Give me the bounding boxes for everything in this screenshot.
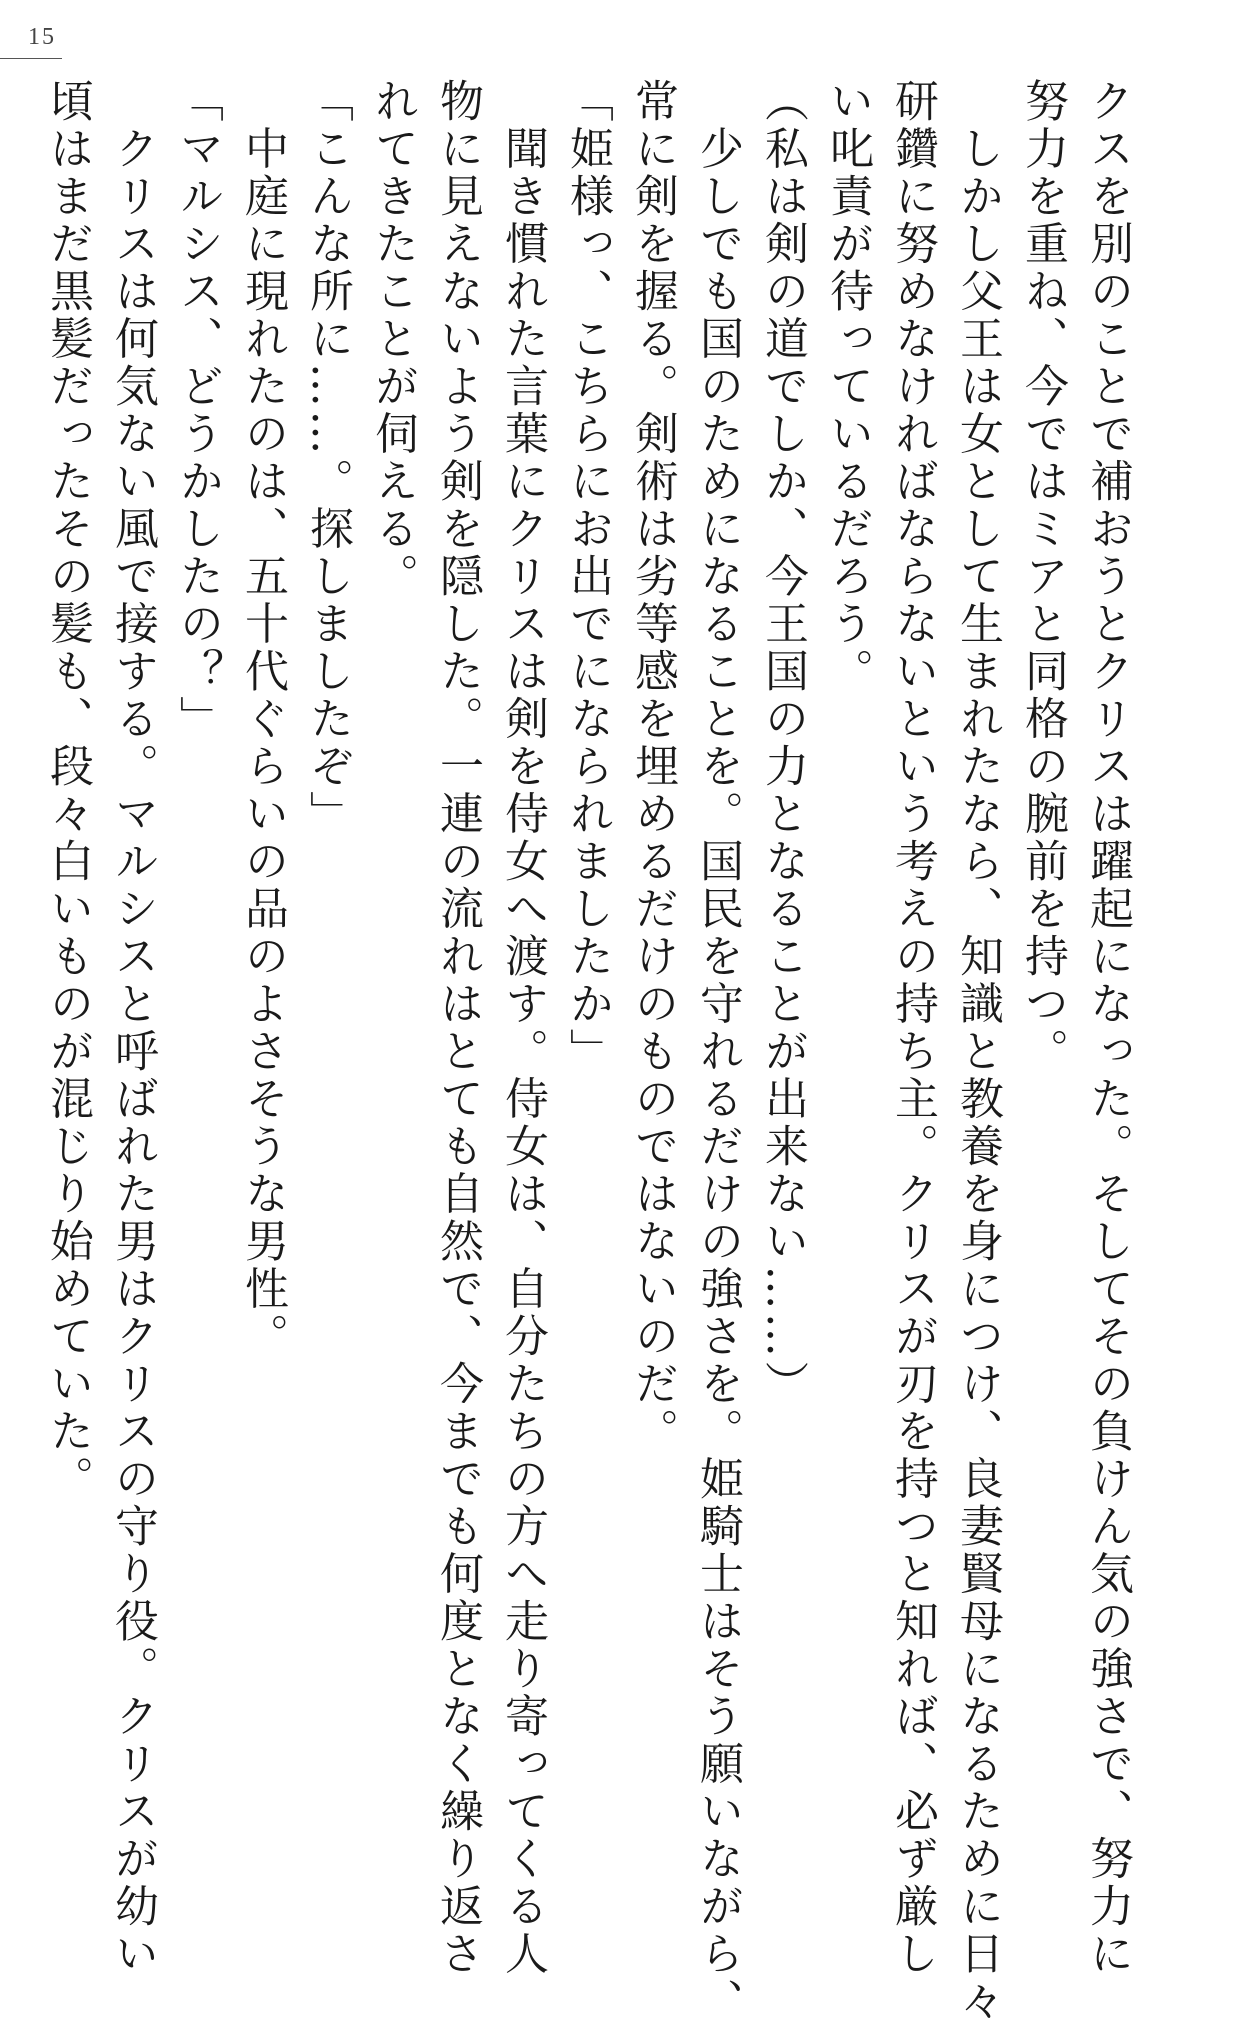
text-line: 「こんな所に……。探しましたぞ」 [302,78,353,838]
text-line: 物に見えないよう剣を隠した。一連の流れはとても自然で、今までも何度となく繰り返さ [432,78,483,1978]
text-line: 研鑽に努めなければならないという考えの持ち主。クリスが刃を持つと知れば、必ず厳し [887,78,938,1978]
text-line: 少しでも国のためになることを。国民を守れるだけの強さを。姫騎士はそう願いながら、 [692,78,743,2026]
text-line: 「マルシス、どうかしたの？」 [172,78,223,743]
text-line: 「姫様っ、こちらにお出でになられましたか」 [562,78,613,1076]
text-line: 努力を重ね、今ではミアと同格の腕前を持つ。 [1017,78,1068,1076]
text-line: い叱責が待っているだろう。 [822,78,873,696]
text-line: 聞き慣れた言葉にクリスは剣を侍女へ渡す。侍女は、自分たちの方へ走り寄ってくる人 [497,78,548,1978]
page-number: 15 [28,24,56,50]
text-line: しかし父王は女として生まれたなら、知識と教養を身につけ、良妻賢母になるために日々 [952,78,1003,2026]
text-line: （私は剣の道でしか、今王国の力となることが出来ない……） [757,78,808,1408]
text-line: クスを別のことで補おうとクリスは躍起になった。そしてその負けん気の強さで、努力に [1082,78,1133,1978]
text-line: クリスは何気ない風で接する。マルシスと呼ばれた男はクリスの守り役。クリスが幼い [107,78,158,1978]
text-line: 頃はまだ黒髪だったその髪も、段々白いものが混じり始めていた。 [42,78,93,1503]
text-line: れてきたことが伺える。 [367,78,418,601]
body-text [35,78,1140,2026]
text-line: 常に剣を握る。剣術は劣等感を埋めるだけのものではないのだ。 [627,78,678,1456]
page-number-rule [0,58,62,59]
text-line: 中庭に現れたのは、五十代ぐらいの品のよさそうな男性。 [237,78,288,1361]
